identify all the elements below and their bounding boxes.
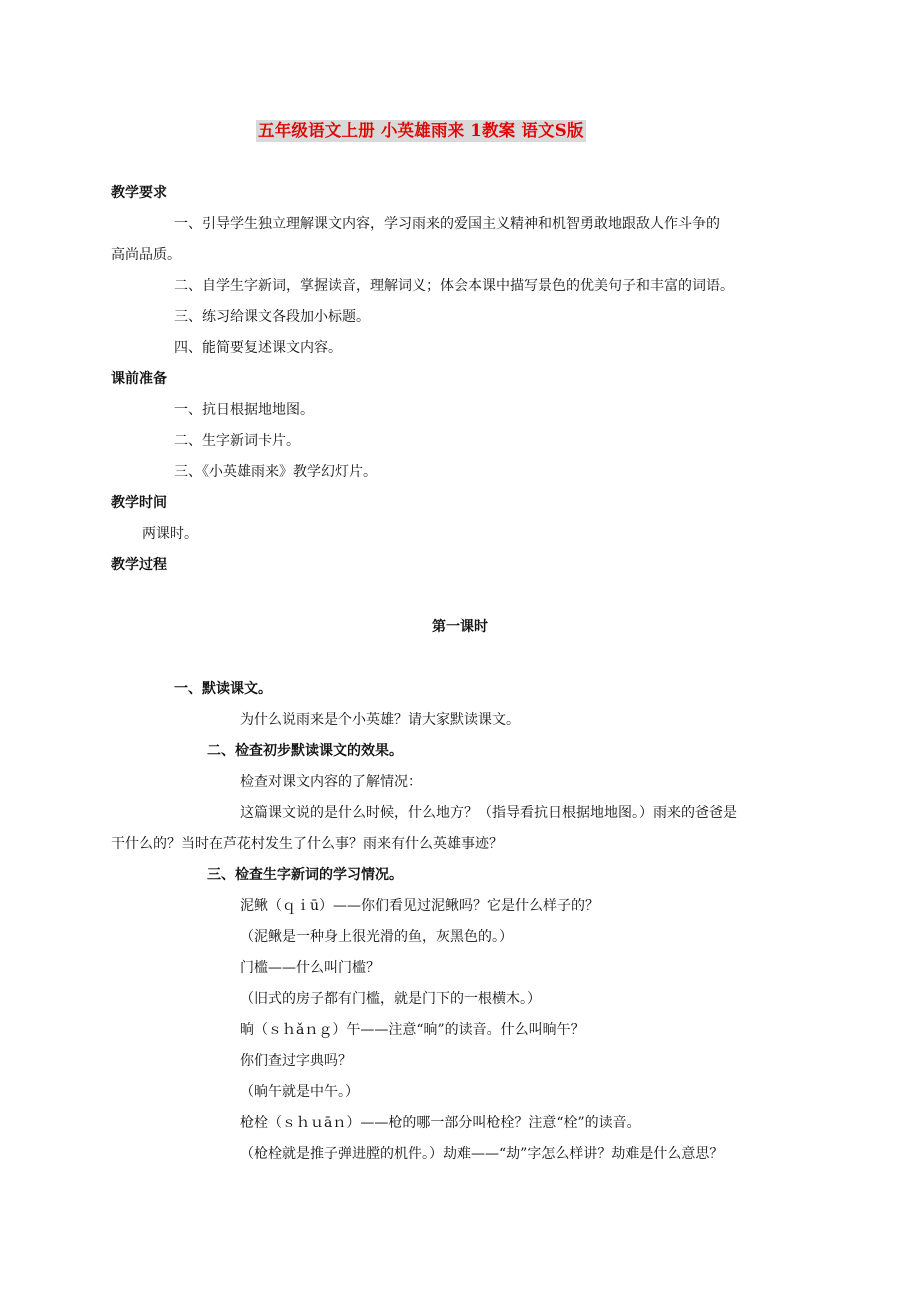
step2-line-1: 检查对课文内容的了解情况： <box>240 774 422 790</box>
step3-heading: 三、检查生字新词的学习情况。 <box>207 867 403 883</box>
time-text: 两课时。 <box>142 526 198 542</box>
step2-heading: 二、检查初步默读课文的效果。 <box>207 743 403 759</box>
step3-line-4: （旧式的房子都有门槛，就是门下的一根横木。） <box>240 991 541 1007</box>
requirement-item-3: 三、练习给课文各段加小标题。 <box>174 309 370 325</box>
section-heading-time: 教学时间 <box>111 495 167 511</box>
step1-heading: 一、默读课文。 <box>174 681 272 697</box>
step3-line-7: （晌午就是中午。） <box>240 1084 359 1100</box>
step2-line-3: 干什么的？当时在芦花村发生了什么事？雨来有什么英雄事迹？ <box>111 836 503 852</box>
requirement-item-4: 四、能简要复述课文内容。 <box>174 340 342 356</box>
requirement-item-2: 二、自学生字新词，掌握读音，理解词义；体会本课中描写景色的优美句子和丰富的词语。 <box>174 278 734 294</box>
requirement-item-1-cont: 高尚品质。 <box>111 247 181 263</box>
step3-line-9: （枪栓就是推子弹进膛的机件。）劫难——“劫”字怎么样讲？劫难是什么意思？ <box>240 1146 724 1162</box>
section-heading-preparation: 课前准备 <box>111 371 167 387</box>
section-heading-process: 教学过程 <box>111 557 167 573</box>
requirement-item-1: 一、引导学生独立理解课文内容，学习雨来的爱国主义精神和机智勇敢地跟敌人作斗争的 <box>174 216 720 232</box>
step3-line-6: 你们查过字典吗？ <box>240 1053 352 1069</box>
lesson-title: 第一课时 <box>432 619 488 635</box>
step3-line-1: 泥鳅（ｑｉū）——你们看见过泥鳅吗？它是什么样子的？ <box>240 898 600 914</box>
step3-line-2: （泥鳅是一种身上很光滑的鱼，灰黑色的。） <box>240 929 513 945</box>
step2-line-2: 这篇课文说的是什么时候，什么地方？（指导看抗日根据地地图。）雨来的爸爸是 <box>240 805 737 821</box>
step3-line-5: 晌（ｓｈǎｎｇ）午——注意“晌”的读音。什么叫晌午？ <box>240 1022 585 1038</box>
document-title: 五年级语文上册 小英雄雨来 1教案 语文S版 <box>258 121 584 140</box>
step3-line-8: 枪栓（ｓｈｕāｎ）——枪的哪一部分叫枪栓？注意“栓”的读音。 <box>240 1115 641 1131</box>
step3-line-3: 门槛——什么叫门槛？ <box>240 960 380 976</box>
preparation-item-2: 二、生字新词卡片。 <box>174 433 300 449</box>
section-heading-requirements: 教学要求 <box>111 185 167 201</box>
preparation-item-3: 三、《小英雄雨来》教学幻灯片。 <box>174 464 377 480</box>
step1-line-1: 为什么说雨来是个小英雄？请大家默读课文。 <box>240 712 520 728</box>
preparation-item-1: 一、抗日根据地地图。 <box>174 402 314 418</box>
